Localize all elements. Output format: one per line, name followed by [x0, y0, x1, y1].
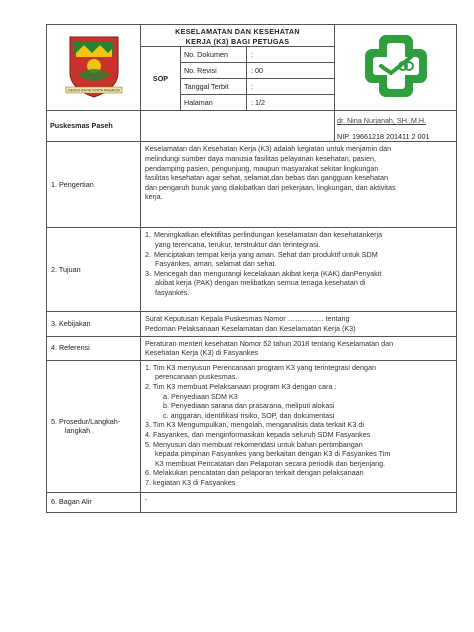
signer-nip: NIP. 19661218 201411 2 001: [337, 131, 430, 141]
section-label-prosedur: [47, 360, 141, 492]
tujuan-item-number: 2.: [145, 249, 151, 259]
revision-number-label: No. Revisi: [181, 63, 247, 79]
pengertian-line: Keselamatan dan Kesehatan Kerja (K3) adalah kegiatan untuk menjamin dan: [145, 144, 392, 154]
document-title: [141, 25, 335, 47]
pengertian-line: kerja.: [145, 192, 163, 202]
section-label-tujuan: 2. Tujuan: [47, 228, 141, 312]
prosedur-line: 4. Fasyankes, dan menginformasikan kepada seluruh SDM Fasyankes: [145, 429, 371, 439]
revision-number-value: : 00: [247, 63, 335, 79]
prosedur-label-line-1: 5. Prosedur/Langkah-: [51, 416, 121, 426]
tujuan-line: akibat kerja (PAK) dengan melibatkan semua tenaga kesehatan di: [155, 278, 366, 288]
bandung-regency-crest-icon: [64, 33, 124, 99]
document-number-label: No. Dokumen: [181, 47, 247, 63]
prosedur-line: 3. Tim K3 Mengumpulkan, mengolah, menganalisis data terkait K3 di: [145, 420, 364, 430]
section-content-tujuan: [141, 228, 457, 312]
title-line-2: KERJA (K3) BAGI PETUGAS: [185, 36, 290, 46]
issue-date-value: :: [247, 79, 335, 95]
pengertian-line: fasilitas kesehatan agar sehat, selamat,dan bebas dari gangguan kesehatan: [145, 173, 388, 183]
prosedur-line: 5. Menyusun dan membuat rekomendasi untuk bahan pertimbangan: [145, 439, 363, 449]
prosedur-line: c. anggaran, identifikasi risiko, SOP, dan dokumentasi: [163, 410, 335, 420]
section-content-kebijakan: [141, 312, 457, 336]
prosedur-line: kepada pimpinan Fasyankes yang berkaitan dengan K3 di Fasyankes Tim: [155, 449, 391, 459]
prosedur-line: 2. Tim K3 membuat Pelaksanaan program K3 dengan cara :: [145, 381, 337, 391]
pengertian-line: melindungi sumber daya manusia fasilitas pelayanan kesehatan, pasien,: [145, 153, 376, 163]
referensi-line: Kesehatan Kerja (K3) di Fasyankes: [145, 348, 259, 358]
kebijakan-line: Surat Keputusan Kepala Puskesmas Nomor …………… tentang: [145, 314, 350, 324]
sop-table: [46, 24, 457, 513]
prosedur-line: b. Penyediaan sarana dan prasarana, meliputi alokasi: [163, 401, 335, 411]
puskesmas-logo-cell: [335, 25, 457, 111]
tujuan-item: [145, 230, 452, 240]
prosedur-line: perencanaan puskesmas.: [155, 372, 238, 382]
pengertian-line: pendamping pasien, pengunjung, maupun masyarakat sekitar lingkungan: [145, 163, 379, 173]
prosedur-line: 7. kegiatan K3 di Fasyankes: [145, 477, 236, 487]
section-content-referensi: [141, 336, 457, 360]
signature-space: [141, 111, 335, 142]
regency-logo-cell: [47, 25, 141, 111]
tujuan-item: [145, 269, 452, 279]
tujuan-item-number: 3.: [145, 268, 151, 278]
prosedur-line: a. Penyediaan SDM K3: [163, 391, 238, 401]
puskesmas-cross-logo-icon: [359, 29, 433, 103]
section-label-bagan-alir: 6. Bagan Alir: [47, 492, 141, 512]
prosedur-line: K3 membuat Pencatatan dan Pelaporan secara periodik dan berjenjang.: [155, 458, 386, 468]
tujuan-line: Fasyankes, aman, selamat dan sehat.: [155, 259, 277, 269]
kebijakan-line: Pedoman Pelaksanaan Keselamatan dan Keselamatan Kerja (K3): [145, 323, 356, 333]
prosedur-label-line-2: langkah: [65, 426, 91, 436]
signer-name: dr. Nina Nurjanah, SH.,M.H.: [337, 116, 427, 126]
tujuan-line: Mencegah dan mengurangi kecelakaan akibat kerja (KAK) danPenyakit: [154, 268, 382, 278]
section-label-referensi: 4. Referensi: [47, 336, 141, 360]
pengertian-line: dan pengaruh buruk yang diakibatkan dari pekerjaan, lingkungan, dan aktivitas: [145, 182, 396, 192]
tujuan-line: yang terencana, terukur, terstruktur dan terintegrasi.: [155, 239, 321, 249]
page-label: Halaman: [181, 95, 247, 111]
issue-date-label: Tanggal Terbit: [181, 79, 247, 95]
prosedur-line: 1. Tim K3 menyusun Perencanaan program K3 yang terintegrasi dengan: [145, 362, 376, 372]
prosedur-line: 6. Melakukan pencatatan dan pelaporan terkait dengan pelaksanaan: [145, 468, 364, 478]
section-label-kebijakan: 3. Kebijakan: [47, 312, 141, 336]
section-content-bagan-alir: -: [141, 492, 457, 512]
document-number-value: :: [247, 47, 335, 63]
tujuan-line: Menciptakan tempat kerja yang aman. Sehat dan produktif untuk SDM: [154, 249, 378, 259]
logo-motto: REPEH RAPIH KERTA RAHARJA: [67, 88, 120, 93]
tujuan-line: fasyankes.: [155, 287, 190, 297]
tujuan-item-number: 1.: [145, 230, 151, 240]
section-content-pengertian: [141, 142, 457, 228]
section-label-pengertian: 1. Pengertian: [47, 142, 141, 228]
tujuan-line: Meningkatkan efektifitas perlindungan keselamatan dan kesehatankerja: [154, 230, 383, 240]
section-content-prosedur: [141, 360, 457, 492]
sop-label: SOP: [141, 47, 181, 111]
referensi-line: Peraturan menteri kesehatan Nomor 52 tahun 2018 tentang Keselamatan dan: [145, 338, 394, 348]
page-value: : 1/2: [247, 95, 335, 111]
title-line-1: KESELAMATAN DAN KESEHATAN: [175, 27, 300, 36]
puskesmas-name: Puskesmas Paseh: [47, 111, 141, 142]
signer-block: [335, 111, 457, 142]
tujuan-item: [145, 250, 452, 260]
